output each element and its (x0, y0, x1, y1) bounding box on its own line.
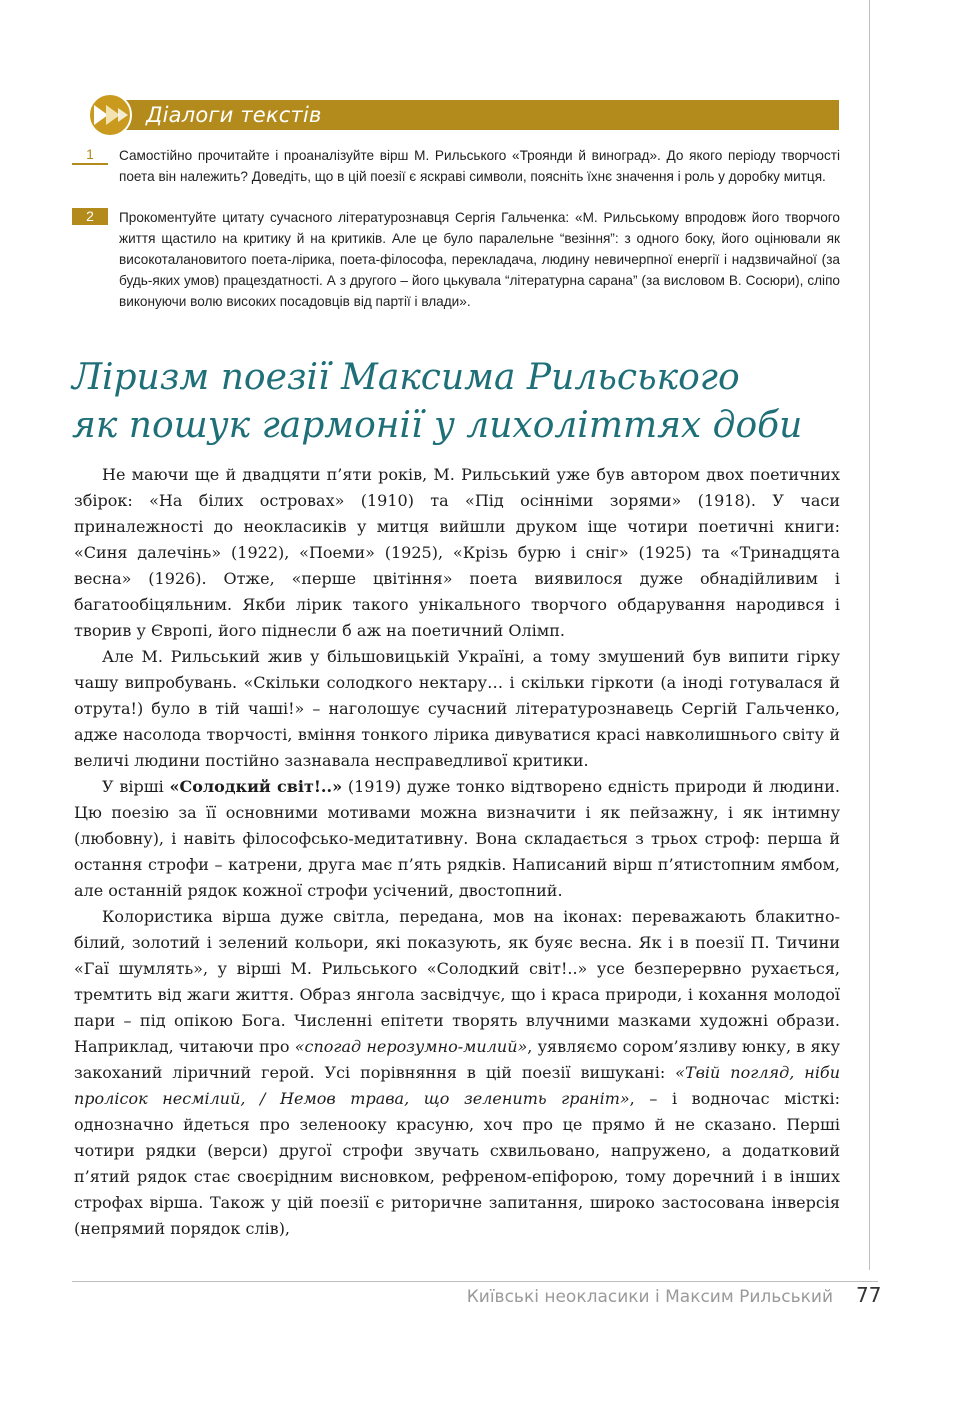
task-number: 1 (72, 146, 108, 165)
body-text (74, 462, 840, 1242)
quote: «Твій погляд, ніби пролісок несмілий, / Немов трава, що зеленить граніт» (74, 1063, 840, 1108)
quote: «спогад нерозумно-милий» (294, 1037, 528, 1056)
text-run: (1919) дуже тонко відтворено єдність природи й людини. Цю поезію за її основними мотивами можна визначити і як пейзажну, і як інтимну (любовну), і навіть філософсько-медитативну. Вона складається з трьох строф: перша й остання строфи – катрени, друга має п’ять рядків. Написаний вірш п’ятистопним ямбом, але останній рядок кожної строфи усічений, двостопний. (74, 777, 840, 900)
paragraph: Але М. Рильський жив у більшовицькій Україні, а тому змушений був випити гірку чашу випробувань. «Скільки солодкого нектару… і скільки гіркоти (а іноді готувалася й отрута!) було в тій чаші!» – наголошує сучасний літературознавець Сергій Гальченко, адже насолода творчості, вміння тонкого лірика дивуватися красі навколишнього світу й величі людини постійно зазнавала несправедливої критики. (74, 647, 840, 770)
text-run: У вірші (102, 777, 170, 796)
paragraph (74, 904, 840, 1242)
dialogue-arrows-icon (86, 93, 134, 137)
chapter-heading (72, 354, 872, 450)
paragraph (74, 774, 840, 904)
chapter-heading-line: як пошук гармонії у лихоліттях доби (72, 405, 803, 446)
footer-rule (72, 1281, 878, 1282)
margin-rule (869, 0, 870, 1270)
text-run: Колористика вірша дуже світла, передана, мов на іконах: переважають блакитно-білий, золотий і зелений кольори, які показують, як буяє весна. Як і в поезії П. Тичини «Гаї шумлять», у вірші М. Рильського «Солодкий світ!..» усе безперервно рухається, тремтить від жаги життя. Образ янгола засвідчує, що і краса природи, і кохання молодої пари – під опікою Бога. Численні епітети творять влучними мазками художні образи. Наприклад, читаючи про (74, 907, 840, 1056)
task-number: 2 (72, 208, 108, 225)
task-text: Прокоментуйте цитату сучасного літературознавця Сергія Гальченка: «М. Рильському впродовж його творчого життя щастило на критику й на критиків. Але це було паралельне “везіння”: з одного боку, його оцінювали як високоталановитого поета-лірика, поета-філософа, перекладача, людину невичерпної енергії і надзвичайної (за будь-яких умов) працездатності. А з другого – його цькувала “літературна сарана” (за висловом В. Сосюри), сліпо виконуючи волю високих посадовців від партії і влади». (119, 210, 840, 309)
chapter-heading-line: Ліризм поезії Максима Рильського (72, 357, 740, 398)
text-run: , уявляємо сором’язливу юнку, в яку закоханий ліричний герой. Усі порівняння в цій поезії вишукані: (74, 1037, 840, 1082)
text-run: , – і водночас місткі: однозначно йдеться про зеленооку красуню, хоч про це прямо й не сказано. Перші чотири рядки (верси) другої строфи звучать схвильовано, напружено, а додатковий п’ятий рядок стає своєрідним висновком, рефреном-епіфорою, тому доречний і в інших строфах вірша. Також у цій поезії є риторичне запитання, широко застосована інверсія (непрямий порядок слів), (74, 1089, 841, 1238)
section-title: Діалоги текстів (146, 103, 322, 127)
task-text: Самостійно прочитайте і проаналізуйте вірш М. Рильського «Троянди й виноград». До якого періоду творчості поета він належить? Доведіть, що в цій поезії є яскраві символи, поясніть їхнє значення і роль у доробку митця. (119, 148, 840, 184)
poem-title: «Солодкий світ!..» (169, 777, 343, 796)
paragraph: Не маючи ще й двадцяти п’яти років, М. Рильський уже був автором двох поетичних збірок: «На білих островах» (1910) та «Під осінніми зорями» (1918). У часи приналежності до неокласиків у митця вийшли друком іще чотири поетичні книги: «Синя далечінь» (1922), «Поеми» (1925), «Крізь бурю і сніг» (1925) та «Тринадцята весна» (1926). Отже, «перше цвітіння» поета виявилося дуже обнадійливим і багатообіцяльним. Якби лірик такого унікального творчого обдарування народився і творив у Європі, його піднесли б аж на поетичний Олімп. (74, 465, 840, 640)
running-footer: Київські неокласики і Максим Рильський (466, 1287, 833, 1307)
page-number: 77 (856, 1283, 882, 1307)
